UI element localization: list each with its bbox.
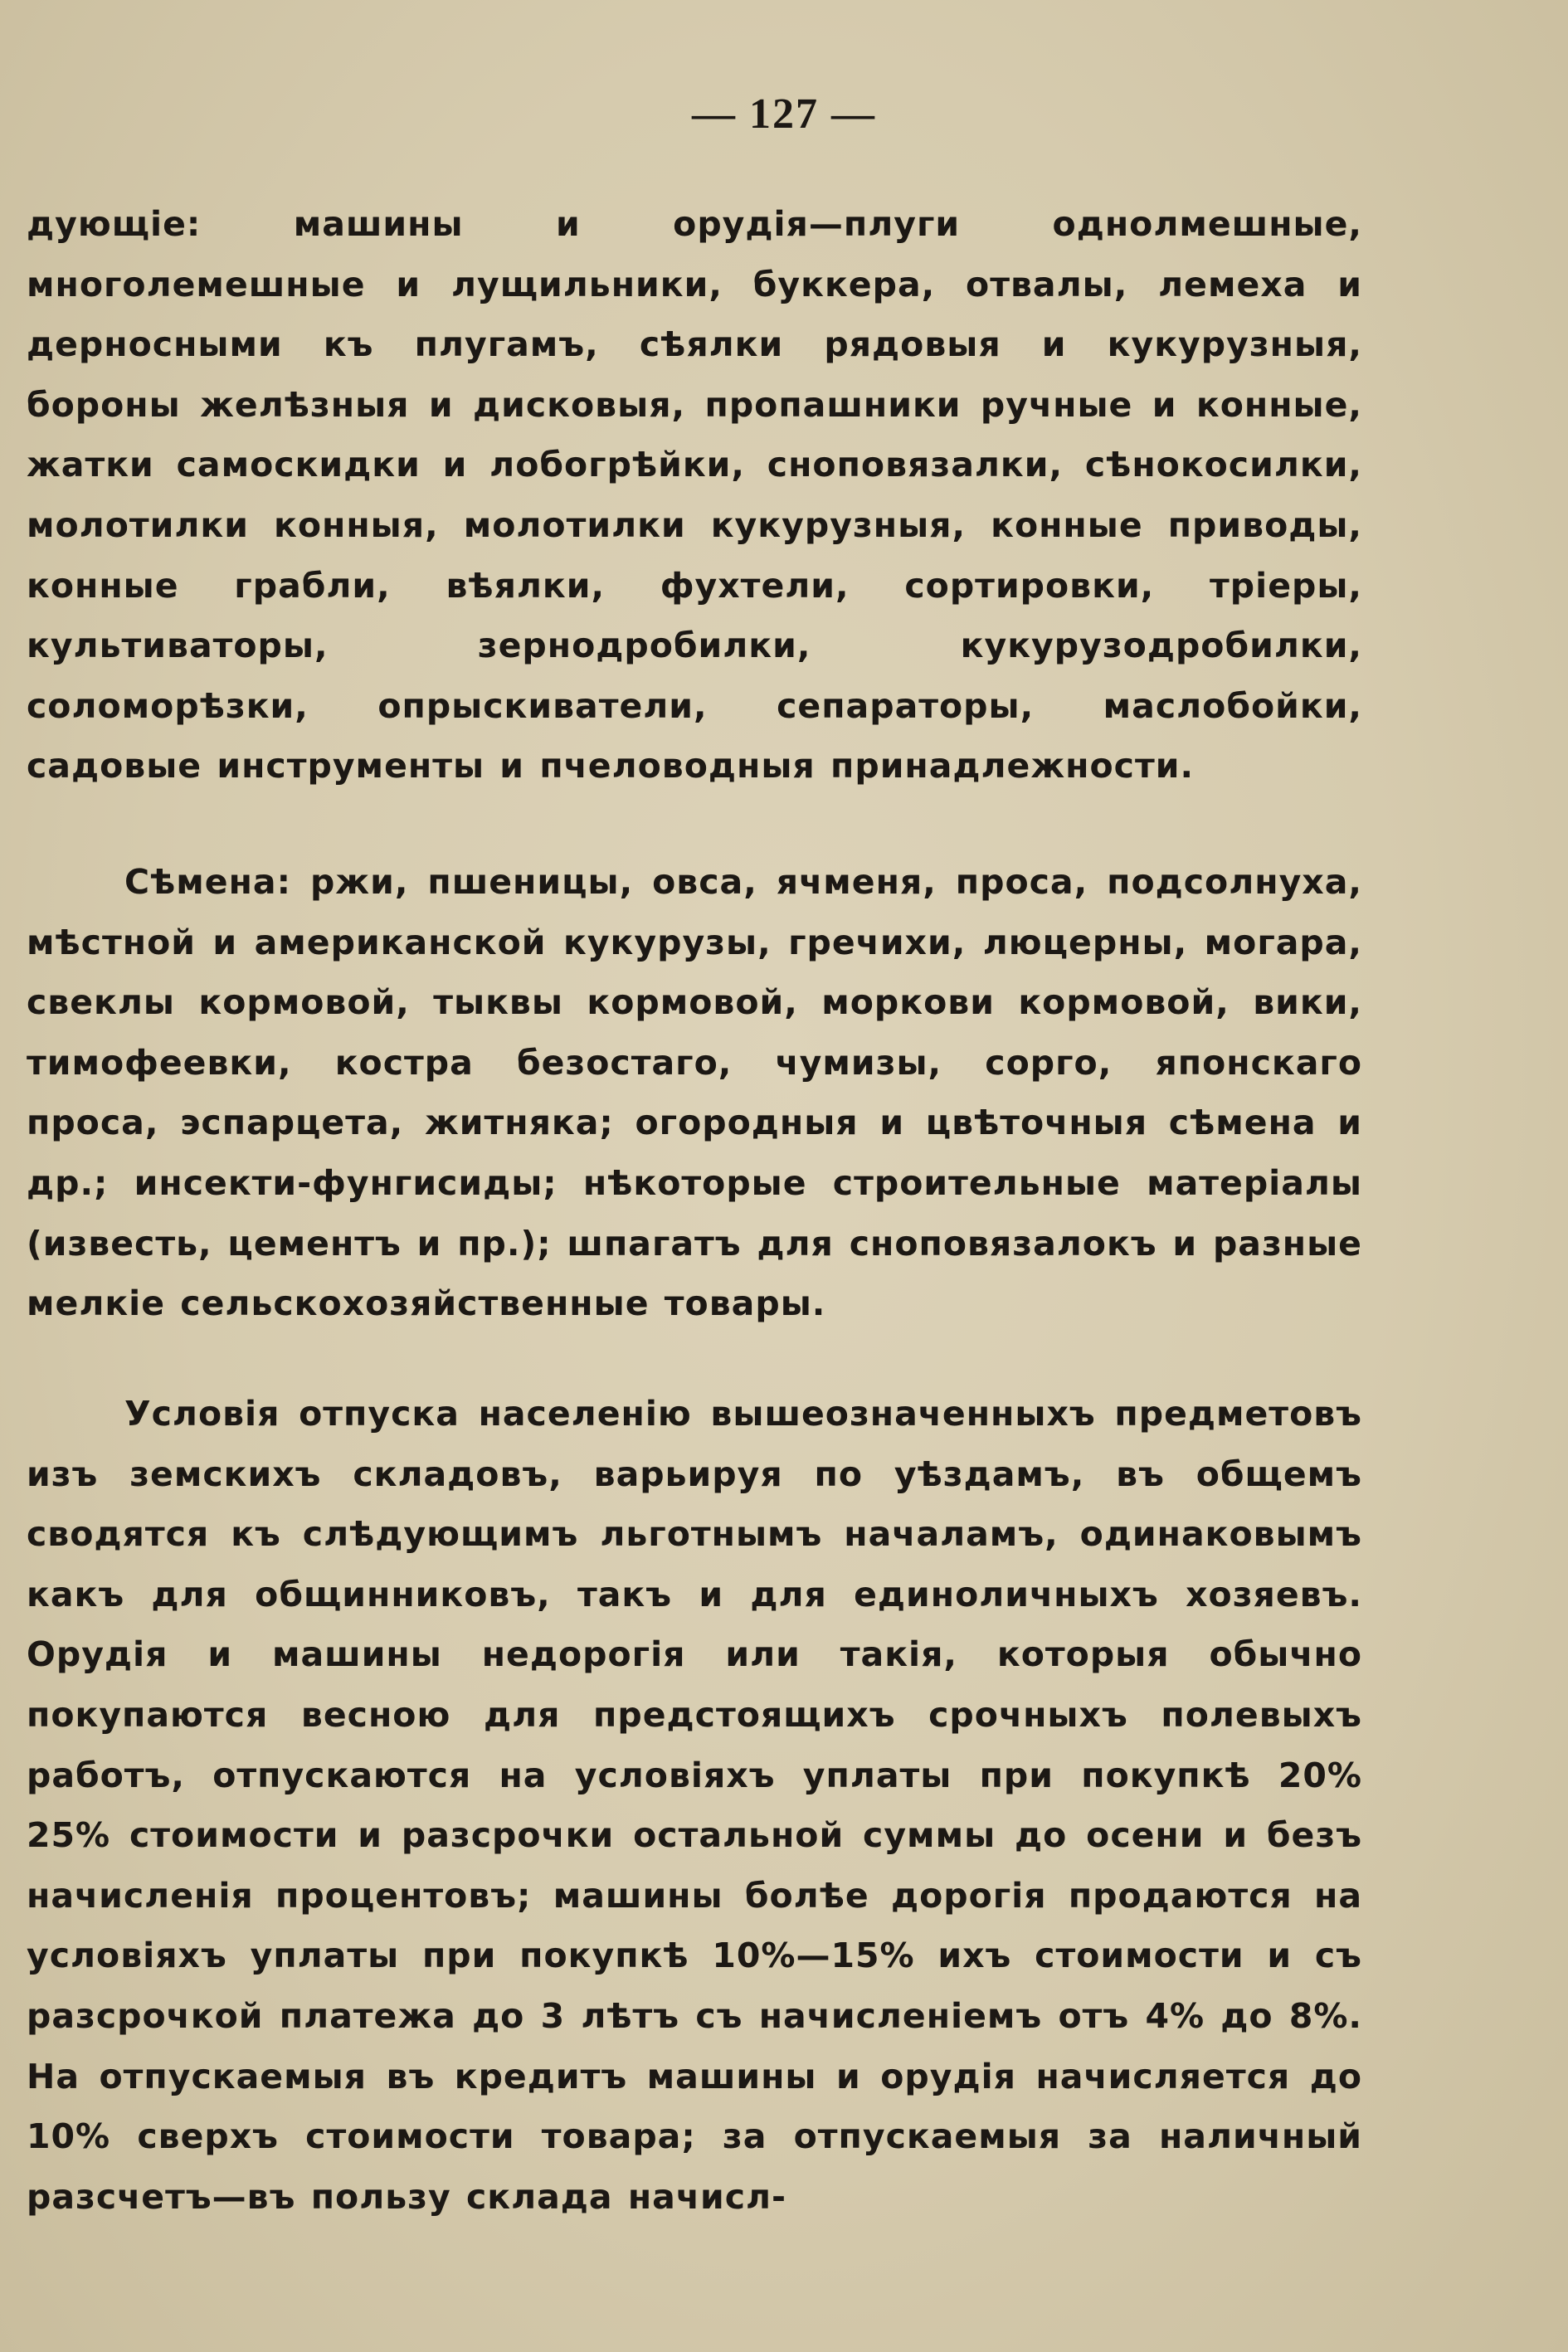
paragraph-conditions bbox=[27, 1384, 1362, 2227]
paragraph-text: Условія отпуска населенію вышеозначенныхъ предметовъ изъ земскихъ складовъ, варьируя по уѣздамъ, въ общемъ сводятся къ слѣдующимъ льготнымъ началамъ, одинаковымъ какъ для общинниковъ, такъ и для единоличныхъ хозяевъ. Орудія и машины недорогія или такія, которыя обычно покупаются весною для предстоящихъ срочныхъ полевыхъ работъ, отпускаются на условіяхъ уплаты при покупкѣ 20% 25% стоимости и разсрочки остальной суммы до осени и безъ начисленія процентовъ; машины болѣе дорогія продаются на условіяхъ уплаты при покупкѣ 10%—15% ихъ стоимости и съ разсрочкой платежа до 3 лѣтъ съ начисленіемъ отъ 4% до 8%. На отпускаемыя въ кредитъ машины и орудія начисляется до 10% сверхъ стоимости товара; за отпускаемыя за наличный разсчетъ—въ пользу склада начисл- bbox=[27, 1394, 1362, 2217]
paragraph-seeds bbox=[27, 852, 1362, 1334]
paragraph-machines bbox=[27, 194, 1362, 796]
page-number: — 127 — bbox=[692, 90, 876, 138]
paragraph-text: Сѣмена: ржи, пшеницы, овса, ячменя, проса, подсолнуха, мѣстной и американской кукурузы, гречихи, люцерны, могара, свеклы кормовой, тыквы кормовой, моркови кормовой, вики, тимофеевки, костра безостаго, чумизы, сорго, японскаго проса, эспарцета, житняка; огородныя и цвѣточныя сѣмена и др.; инсекти-фунгисиды; нѣкоторые строительные матеріалы (известь, цементъ и пр.); шпагатъ для сноповязалокъ и разные мелкіе сельскохозяйственные товары. bbox=[27, 862, 1362, 1324]
paragraph-text: дующіе: машины и орудія—плуги однолмешные, многолемешные и лущильники, буккера, отвалы, лемеха и дерносными къ плугамъ, сѣялки рядовыя и кукурузныя, бороны желѣзныя и дисковыя, пропашники ручные и конные, жатки самоскидки и лобогрѣйки, сноповязалки, сѣнокосилки, молотилки конныя, молотилки кукурузныя, конные приводы, конные грабли, вѣялки, фухтели, сортировки, тріеры, культиваторы, зернодробилки, кукурузодробилки, соломорѣзки, опрыскиватели, сепараторы, маслобойки, садовые инструменты и пчеловодныя принадлежности. bbox=[27, 204, 1362, 786]
